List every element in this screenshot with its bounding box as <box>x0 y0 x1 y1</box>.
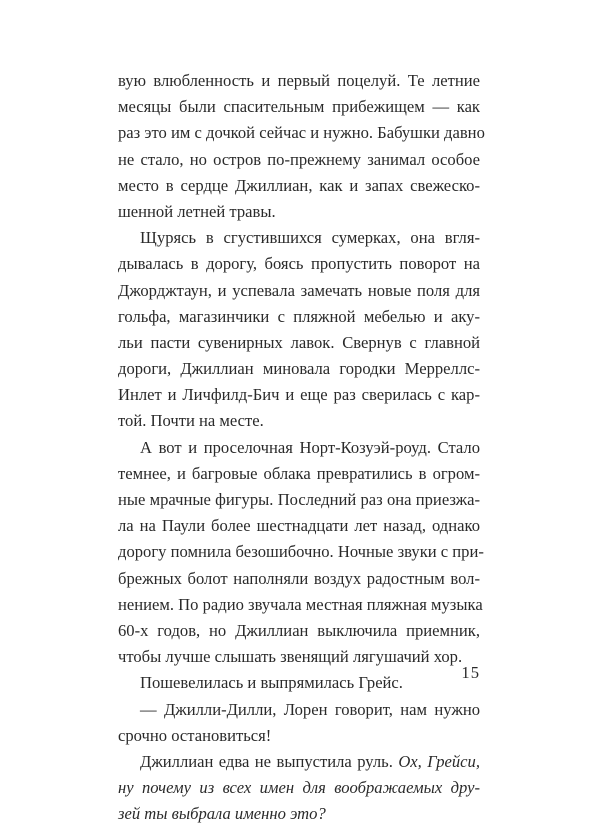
text-line <box>118 749 480 775</box>
text-line: той. Почти на месте. <box>118 411 264 431</box>
page-number: 15 <box>461 663 480 682</box>
text-line: ные мрачные фигуры. Последний раз она приезжа- <box>118 490 480 509</box>
text-line: 60-х годов, но Джиллиан выключила приемник, <box>118 620 480 640</box>
text-line: темнее, и багровые облака превратились в огром- <box>118 463 480 483</box>
text-line: льи пасти сувенирных лавок. Свернув с главной <box>118 332 480 352</box>
text-line: раз это им с дочкой сейчас и нужно. Бабушки давно <box>118 123 485 143</box>
text-line: нением. По радио звучала местная пляжная музыка <box>118 594 483 614</box>
text-line: А вот и проселочная Норт-Козуэй-роуд. Стало <box>140 437 480 457</box>
text-line: не стало, но остров по-прежнему занимал особое <box>118 149 480 169</box>
text-line: Инлет и Личфилд-Бич и еще раз сверилась с кар- <box>118 385 480 405</box>
text-line: место в сердце Джиллиан, как и запах свежеско- <box>118 175 480 195</box>
text-italic: Ох, Грейси, <box>398 751 480 771</box>
paragraph-6 <box>118 749 480 827</box>
paragraph-5-dialogue <box>118 697 480 749</box>
text-line: гольфа, магазинчики с пляжной мебелью и аку- <box>118 306 480 326</box>
paragraph-2 <box>118 225 480 435</box>
paragraph-1 <box>118 68 485 225</box>
text-line-italic: зей ты выбрала именно это? <box>118 804 326 824</box>
text-line: брежных болот наполняли воздух радостным вол- <box>118 568 480 588</box>
text-line: дороги, Джиллиан миновала городки Мерреллс- <box>118 359 480 379</box>
text-line-italic: ну почему из всех имен для воображаемых дру- <box>118 778 480 798</box>
text-line: шенной летней травы. <box>118 201 276 221</box>
paragraph-3 <box>118 435 484 671</box>
text-line: Щурясь в сгустившихся сумерках, она вгля- <box>140 228 480 248</box>
text-line: месяцы были спасительным прибежищем — как <box>118 97 480 117</box>
page-text <box>118 68 485 827</box>
paragraph-4 <box>118 670 480 696</box>
text-line: дывалась в дорогу, боясь пропустить поворот на <box>118 254 480 274</box>
text-line: дорогу помнила безошибочно. Ночные звуки с при- <box>118 542 484 562</box>
text-line: срочно остановиться! <box>118 725 272 745</box>
text-line: Джорджтаун, и успевала замечать новые поля для <box>118 280 480 300</box>
text-line: — Джилли-Дилли, Лорен говорит, нам нужно <box>140 699 480 719</box>
text-line: вую влюбленность и первый поцелуй. Те летние <box>118 71 480 90</box>
text-line: Пошевелилась и выпрямилась Грейс. <box>140 673 403 693</box>
text-line: ла на Паули более шестнадцати лет назад, однако <box>118 516 480 536</box>
text-plain: Джиллиан едва не выпустила руль. <box>140 751 399 771</box>
text-line: чтобы лучше слышать звенящий лягушачий хор. <box>118 647 463 667</box>
